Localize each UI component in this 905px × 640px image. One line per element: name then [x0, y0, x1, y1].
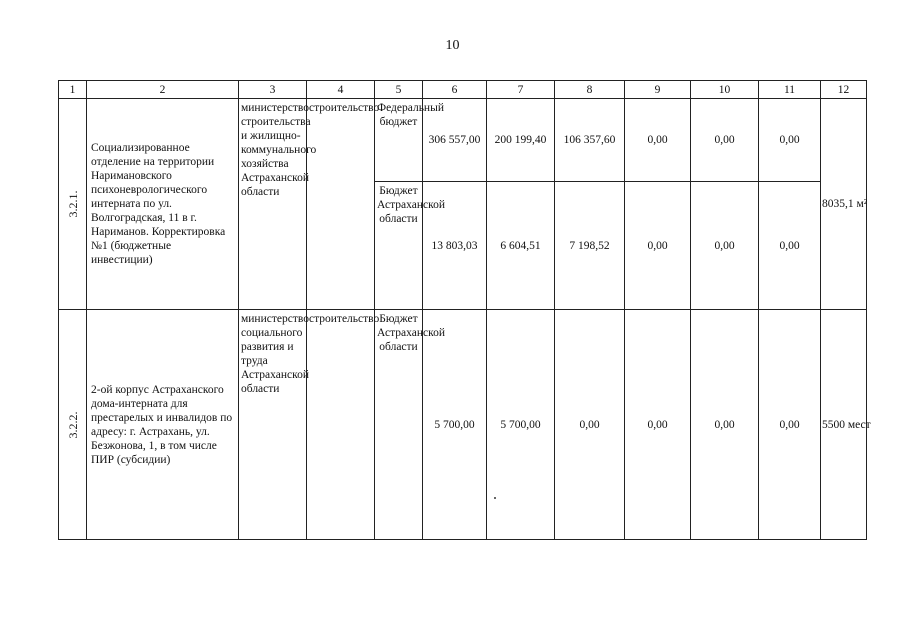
header-row: [59, 81, 867, 99]
value-col7: 6 604,51: [487, 182, 555, 310]
row-code: 3.2.1.: [65, 190, 80, 218]
header-cell: 7: [487, 81, 555, 99]
header-cell: 6: [423, 81, 487, 99]
header-cell: 5: [375, 81, 423, 99]
value-col11: 0,00: [759, 99, 821, 182]
header-cell: 1: [59, 81, 87, 99]
table-row: [59, 99, 867, 182]
direction: строительство: [307, 310, 375, 540]
value-col11: 0,00: [759, 182, 821, 310]
header-cell: 2: [87, 81, 239, 99]
value-col11: 0,00: [759, 310, 821, 540]
row-code-cell: [59, 99, 87, 310]
page-number: 10: [445, 38, 460, 53]
row-code-cell: [59, 310, 87, 540]
value-col9: 0,00: [625, 99, 691, 182]
funding-source: Федеральный бюджет: [375, 99, 423, 182]
value-col7: 5 700,00: [487, 310, 555, 540]
value-col9: 0,00: [625, 310, 691, 540]
funding-source: Бюджет Астраханской области: [375, 182, 423, 310]
direction: строительство: [307, 99, 375, 310]
value-col6: 306 557,00: [423, 99, 487, 182]
value-col8: 7 198,52: [555, 182, 625, 310]
value-col6: 5 700,00: [423, 310, 487, 540]
header-cell: 12: [821, 81, 867, 99]
value-col7: 200 199,40: [487, 99, 555, 182]
customer: министерство социального развития и труда Астраханской области: [239, 310, 307, 540]
value-col8: 0,00: [555, 310, 625, 540]
header-cell: 3: [239, 81, 307, 99]
value-col8: 106 357,60: [555, 99, 625, 182]
result-value: 8035,1 м²: [821, 99, 867, 310]
scan-speck: [494, 497, 496, 499]
budget-table: [58, 80, 871, 540]
result-value: 5500 мест: [821, 310, 867, 540]
header-cell: 9: [625, 81, 691, 99]
value-col10: 0,00: [691, 182, 759, 310]
value-col10: 0,00: [691, 310, 759, 540]
object-name: Социализированное отделение на территории Наримановского психоневрологического интерната по ул. Волгоградская, 11 в г. Нариманов. Корректировка №1 (бюджетные инвестиции): [87, 99, 239, 310]
table-row: [59, 310, 867, 540]
header-cell: 4: [307, 81, 375, 99]
header-cell: 10: [691, 81, 759, 99]
header-cell: 8: [555, 81, 625, 99]
funding-source: Бюджет Астраханской области: [375, 310, 423, 540]
row-code: 3.2.2.: [65, 411, 80, 438]
value-col10: 0,00: [691, 99, 759, 182]
object-name: 2-ой корпус Астраханского дома-интерната для престарелых и инвалидов по адресу: г. Астрахань, ул. Безжонова, 1, в том числе ПИР (субсидии): [87, 310, 239, 540]
header-cell: 11: [759, 81, 821, 99]
value-col9: 0,00: [625, 182, 691, 310]
customer: министерство строительства и жилищно-коммунального хозяйства Астраханской области: [239, 99, 307, 310]
value-col6: 13 803,03: [423, 182, 487, 310]
